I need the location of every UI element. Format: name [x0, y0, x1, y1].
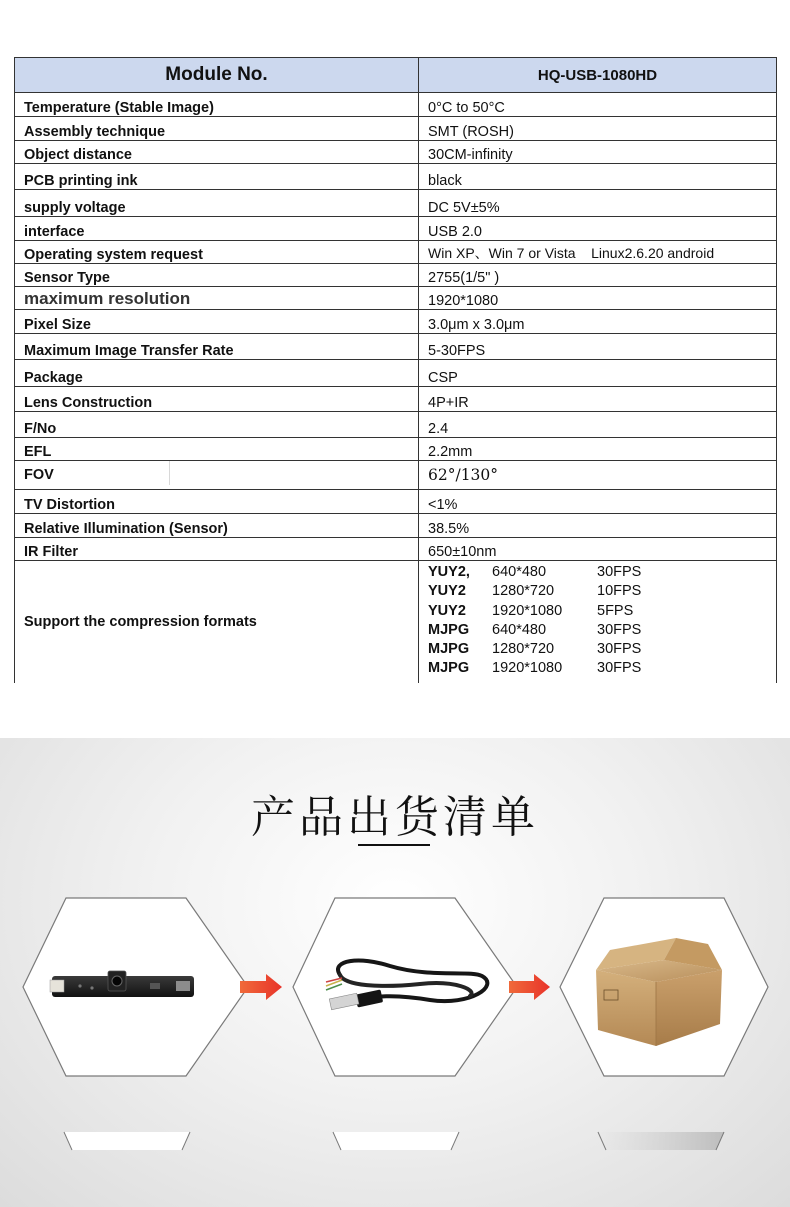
- spec-label: EFL: [15, 438, 419, 461]
- formats-cell: [419, 561, 777, 683]
- table-row: [15, 310, 777, 334]
- spec-label: interface: [15, 217, 419, 241]
- packing-items-graphic: [0, 738, 790, 1207]
- spec-value: 38.5%: [419, 514, 777, 538]
- spec-value: DC 5V±5%: [419, 190, 777, 217]
- divider: [169, 461, 170, 485]
- module-no-value: HQ-USB-1080HD: [419, 58, 777, 93]
- table-row: [15, 93, 777, 117]
- spec-value: 4P+IR: [419, 387, 777, 412]
- spec-label: F/No: [15, 412, 419, 438]
- arrow-right-icon: [240, 974, 282, 1000]
- format-resolution: 640*480: [492, 621, 547, 638]
- format-resolution: 1920*1080: [492, 660, 563, 677]
- table-row-formats: [15, 561, 777, 683]
- format-fps: 30FPS: [597, 564, 642, 580]
- hexagon-partial: [64, 1132, 190, 1150]
- table-row: [15, 538, 777, 561]
- spec-value: 5-30FPS: [419, 334, 777, 360]
- format-type: MJPG: [428, 641, 470, 658]
- spec-label: Sensor Type: [15, 264, 419, 287]
- spec-label: Relative Illumination (Sensor): [15, 514, 419, 538]
- format-type: MJPG: [428, 621, 470, 638]
- format-type: YUY2: [428, 602, 466, 619]
- format-resolution: 1280*720: [492, 583, 555, 600]
- spec-label: Object distance: [15, 141, 419, 164]
- table-row: [15, 387, 777, 412]
- spec-header-row: [15, 58, 777, 93]
- format-fps: 10FPS: [597, 583, 642, 600]
- cardboard-box-icon: [596, 938, 722, 1046]
- table-row: [15, 117, 777, 141]
- table-row: [15, 241, 777, 264]
- spec-value: 2.2mm: [419, 438, 777, 461]
- table-row: [15, 264, 777, 287]
- spec-value: 0°C to 50°C: [419, 93, 777, 117]
- spec-value: Win XP、Win 7 or Vista Linux2.6.20 android: [419, 241, 777, 264]
- spec-label: supply voltage: [15, 190, 419, 217]
- format-resolution: 1280*720: [492, 641, 555, 658]
- spec-value: 650±10nm: [419, 538, 777, 561]
- spec-value: 30CM-infinity: [419, 141, 777, 164]
- table-row: [15, 438, 777, 461]
- table-row: [15, 190, 777, 217]
- spec-value: 2755(1/5" ): [419, 264, 777, 287]
- spec-label: Maximum Image Transfer Rate: [15, 334, 419, 360]
- table-row: [15, 461, 777, 490]
- spec-label: Package: [15, 360, 419, 387]
- format-resolution: 1920*1080: [492, 602, 563, 619]
- table-row: [15, 360, 777, 387]
- format-type: YUY2,: [428, 564, 470, 580]
- spec-label: Assembly technique: [15, 117, 419, 141]
- spec-label: maximum resolution: [15, 287, 419, 310]
- format-fps: 5FPS: [597, 602, 634, 619]
- format-fps: 30FPS: [597, 621, 642, 638]
- formats-label: Support the compression formats: [15, 561, 419, 683]
- spec-table: [14, 57, 777, 683]
- formats-list: [428, 561, 776, 683]
- spec-value: USB 2.0: [419, 217, 777, 241]
- table-row: [15, 141, 777, 164]
- spec-label: IR Filter: [15, 538, 419, 561]
- spec-value: 3.0μm x 3.0μm: [419, 310, 777, 334]
- table-row: [15, 514, 777, 538]
- format-type: YUY2: [428, 583, 466, 600]
- hexagon-partial: [598, 1132, 724, 1150]
- spec-label: FOV: [15, 461, 419, 490]
- packing-list-section: [0, 738, 790, 1207]
- table-row: [15, 287, 777, 310]
- table-row: [15, 412, 777, 438]
- spec-label: Pixel Size: [15, 310, 419, 334]
- spec-value: SMT (ROSH): [419, 117, 777, 141]
- format-resolution: 640*480: [492, 564, 547, 580]
- hexagon-partial: [333, 1132, 459, 1150]
- spec-label: Operating system request: [15, 241, 419, 264]
- format-type: MJPG: [428, 660, 470, 677]
- spec-label: Lens Construction: [15, 387, 419, 412]
- spec-label: TV Distortion: [15, 490, 419, 514]
- spec-value: 2.4: [419, 412, 777, 438]
- spec-label: PCB printing ink: [15, 164, 419, 190]
- table-row: [15, 490, 777, 514]
- table-row: [15, 217, 777, 241]
- spec-label: Temperature (Stable Image): [15, 93, 419, 117]
- table-row: [15, 334, 777, 360]
- arrow-right-icon: [509, 974, 550, 1000]
- table-row: [15, 164, 777, 190]
- packing-list-title: 产品出货清单: [251, 792, 539, 843]
- spec-value: black: [419, 164, 777, 190]
- spec-value: 1920*1080: [419, 287, 777, 310]
- module-no-label: Module No.: [15, 58, 419, 93]
- spec-value: 62°/130°: [419, 461, 777, 490]
- format-fps: 30FPS: [597, 641, 642, 658]
- spec-value: CSP: [419, 360, 777, 387]
- format-fps: 30FPS: [597, 660, 642, 677]
- spec-value: <1%: [419, 490, 777, 514]
